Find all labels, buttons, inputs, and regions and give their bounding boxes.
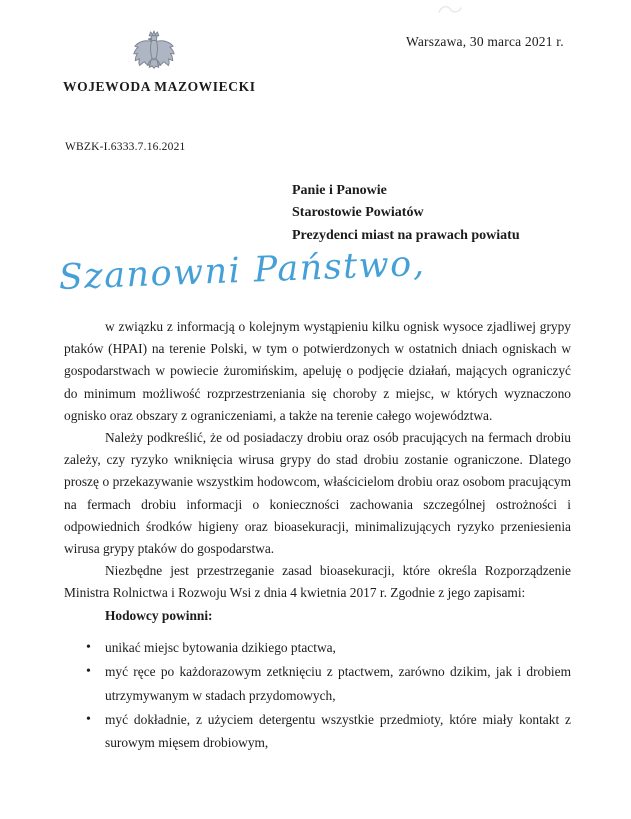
sender-title: WOJEWODA MAZOWIECKI — [63, 79, 256, 94]
date-line: Warszawa, 30 marca 2021 r. — [406, 34, 564, 49]
addressee-block — [292, 180, 520, 247]
body-paragraph: w związku z informacją o kolejnym wystąpieniu kilku ognisk wysoce zjadliwej grypy ptaków (HPAI) na terenie Polski, w tym o potwierdzonych w ostatnich dniach ogniskach w gospodarstwach w powiecie żuromińskim, apeluję o podjęcie działań, mających ograniczyć do minimum możliwość rozprzestrzeniania się choroby z miejsc, w których wyznaczono ognisko oraz obszary z ograniczeniami, a także na terenie całego województwa. — [64, 319, 571, 423]
handwritten-greeting: Szanowni Państwo, — [58, 243, 427, 298]
letter-body — [64, 316, 571, 756]
body-paragraph: Niezbędne jest przestrzeganie zasad bioasekuracji, które określa Rozporządzenie Ministra Rolnictwa i Rozwoju Wsi z dnia 4 kwietnia 2017 r. Zgodnie z jego zapisami: — [64, 563, 571, 601]
addressee-line: Panie i Panowie — [292, 183, 387, 198]
list-item: • myć dokładnie, z użyciem detergentu wszystkie przedmioty, które miały kontakt z surowym mięsem drobiowym, — [105, 708, 571, 755]
addressee-line: Prezydenci miast na prawach powiatu — [292, 227, 520, 243]
scan-artifact-squiggle — [437, 3, 463, 17]
recommendations-list — [64, 636, 571, 755]
list-item: • myć ręce po każdorazowym zetknięciu z ptactwem, zarówno dzikim, jak i drobiem utrzymywanym w stadach przydomowych, — [105, 660, 571, 707]
list-heading: Hodowcy powinni: — [105, 607, 213, 623]
polish-eagle-emblem — [130, 29, 178, 77]
body-paragraph: Należy podkreślić, że od posiadaczy drobiu oraz osób pracujących na fermach drobiu zależy, czy ryzyko wniknięcia wirusa grypy do stad drobiu zostanie ograniczone. Dlatego proszę o przekazywanie wszystkim hodowcom, właścicielom drobiu oraz osobom pracującym na fermach drobiu informacji o konieczności zachowania szczególnej ostrożności i odpowiednich środków higieny oraz bioasekuracji, minimalizujących ryzyko przeniesienia wirusa grypy ptaków do gospodarstwa. — [64, 430, 571, 557]
list-item: • unikać miejsc bytowania dzikiego ptactwa, — [105, 636, 571, 659]
addressee-line: Starostowie Powiatów — [292, 205, 424, 221]
reference-number: WBZK-I.6333.7.16.2021 — [65, 141, 186, 153]
